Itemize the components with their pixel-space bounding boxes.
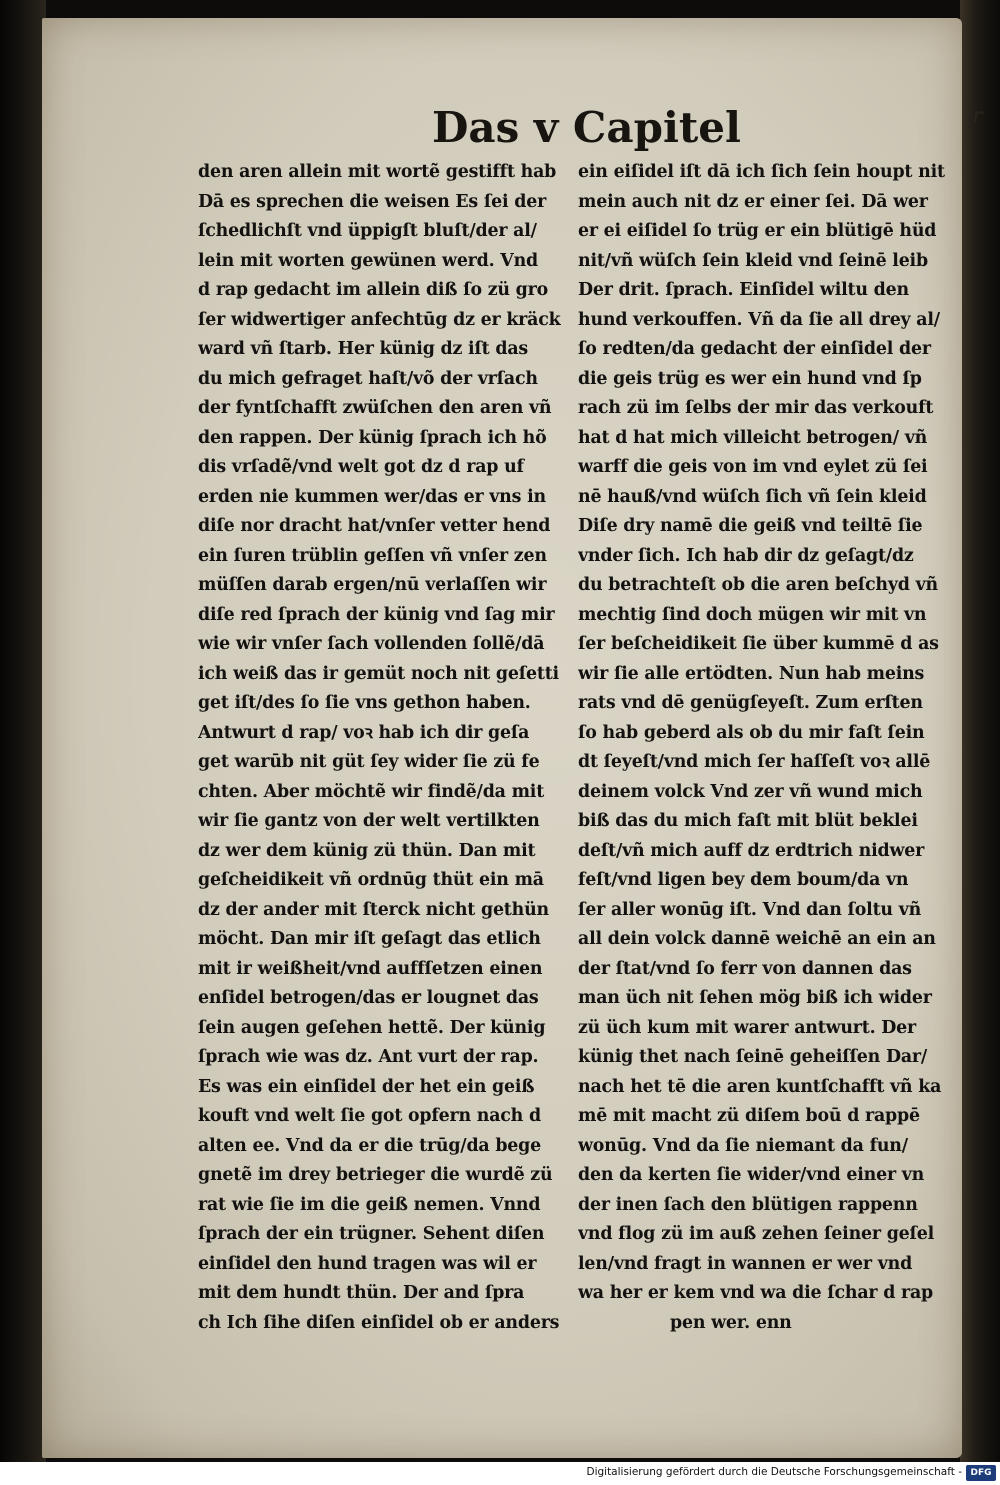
- text-line: feſt/vnd ligen bey dem boum/da vn: [578, 870, 909, 890]
- text-line: mit dem hundt thün. Der and ſpra: [198, 1283, 525, 1303]
- text-line: ich weiß das ir gemüt noch nit geſetti: [198, 663, 559, 684]
- text-line: deſt/vñ mich auff dz erdtrich nidwer: [578, 840, 925, 861]
- text-line: Es was ein einſidel der het ein geiß: [198, 1076, 535, 1097]
- dfg-logo: DFG: [966, 1465, 996, 1481]
- text-line: ſein augen geſehen hettẽ. Der künig: [198, 1017, 546, 1038]
- chapter-heading: Das v Capitel: [432, 103, 741, 152]
- text-line: d rap gedacht im allein diß ſo zü gro: [198, 280, 549, 300]
- text-line: lein mit worten gewünen werd. Vnd: [198, 250, 539, 271]
- text-line: ſprach wie was dz. Ant vurt der rap.: [198, 1047, 539, 1067]
- text-line: müſſen darab ergen/nū verlaſſen wir: [198, 575, 547, 595]
- text-line: enſidel betrogen/das er lougnet das: [198, 988, 539, 1008]
- left-text-column: [198, 158, 576, 1338]
- text-line: künig thet nach ſeinē geheiſſen Dar/: [578, 1047, 928, 1067]
- digitization-credit: Digitalisierung gefördert durch die Deutsche Forschungsgemeinschaft -: [586, 1466, 962, 1478]
- text-line: die geis trüg es wer ein hund vnd ſp: [578, 368, 922, 389]
- text-line: wonūg. Vnd da ſie niemant da fun/: [578, 1135, 908, 1156]
- text-line: ward vñ ſtarb. Her künig dz iſt das: [198, 339, 528, 359]
- text-line: geſcheidikeit vñ ordnūg thüt ein mā: [198, 870, 544, 890]
- text-line: wir ſie alle ertödten. Nun hab meins: [578, 663, 925, 684]
- text-line: Dā es sprechen die weisen Es ſei der: [198, 191, 547, 212]
- text-line: Antwurt d rap/ voꝛ hab ich dir geſa: [198, 722, 530, 743]
- text-line: hat d hat mich villeicht betrogen/ vñ: [578, 427, 928, 448]
- text-line: all dein volck dannē weichē an ein an: [578, 929, 936, 949]
- text-line: möcht. Dan mir iſt geſagt das etlich: [198, 929, 541, 949]
- text-line: dz der ander mit ſterck nicht gethün: [198, 899, 549, 920]
- text-line: der inen ſach den blütigen rappenn: [578, 1194, 918, 1215]
- text-line: nit/vñ wüſch ſein kleid vnd ſeinē leib: [578, 250, 928, 271]
- text-line: den da kerten ſie wider/vnd einer vn: [578, 1165, 925, 1185]
- text-line: der fyntſchafft zwüſchen den aren vñ: [198, 398, 552, 418]
- text-line: du betrachteſt ob die aren beſchyd vñ: [578, 575, 938, 595]
- text-line: mē mit macht zü diſem boū d rappē: [578, 1106, 920, 1126]
- text-line: ſer beſcheidikeit ſie über kummē d as: [578, 634, 939, 654]
- text-line: wir ſie gantz von der welt vertilkten: [198, 811, 540, 831]
- text-line: wa her er kem vnd wa die ſchar d rap: [578, 1283, 934, 1303]
- text-line: mechtig ſind doch mügen wir mit vn: [578, 604, 927, 625]
- text-line: chten. Aber möchtẽ wir findẽ/da mit: [198, 781, 545, 802]
- footer-bar: [0, 1462, 1000, 1485]
- text-line: get iſt/des ſo ſie vns gethon haben.: [198, 693, 531, 713]
- text-line: zü üch kum mit warer antwurt. Der: [578, 1017, 917, 1038]
- text-line: Diſe dry namē die geiß vnd teiltē ſie: [578, 516, 923, 536]
- text-line: dz wer dem künig zü thün. Dan mit: [198, 840, 536, 861]
- text-line: Der drit. ſprach. Einſidel wiltu den: [578, 280, 909, 300]
- text-line: man üch nit ſehen mög biß ich wider: [578, 988, 932, 1008]
- page-corner-mark: r: [972, 104, 983, 129]
- text-line: ſo redten/da gedacht der einſidel der: [578, 339, 931, 359]
- text-line: get warūb nit güt ſey wider ſie zü fe: [198, 752, 540, 772]
- text-line: wie wir vnſer ſach vollenden ſollẽ/dā: [198, 634, 545, 654]
- text-line: rat wie ſie im die geiß nemen. Vnnd: [198, 1194, 541, 1215]
- text-line: gnetẽ im drey betrieger die wurdẽ zü: [198, 1165, 553, 1185]
- text-line: biß das du mich faſt mit blüt beklei: [578, 811, 918, 831]
- text-line: ch Ich ſihe diſen einſidel ob er anders: [198, 1312, 560, 1333]
- text-line: erden nie kummen wer/das er vns in: [198, 486, 546, 507]
- text-line: mit ir weißheit/vnd auffſetzen einen: [198, 958, 543, 979]
- text-line: den aren allein mit wortẽ gestifft hab: [198, 162, 557, 182]
- text-line: der ſtat/vnd ſo ferr von dannen das: [578, 958, 912, 979]
- text-line: hund verkouffen. Vñ da ſie all drey al/: [578, 309, 940, 330]
- text-line: rats vnd dē genügſeyeſt. Zum erſten: [578, 693, 923, 713]
- text-line: nē hauß/vnd wüſch ſich vñ ſein kleid: [578, 486, 927, 507]
- text-line: diſe red ſprach der künig vnd ſag mir: [198, 604, 555, 625]
- text-line: ein ſuren trüblin geſſen vñ vnſer zen: [198, 545, 547, 566]
- text-line: ein eiſidel iſt dā ich ſich ſein houpt nit: [578, 162, 945, 182]
- text-line: einſidel den hund tragen was wil er: [198, 1253, 537, 1274]
- text-line: vnd flog zü im auß zehen ſeiner geſel: [578, 1224, 935, 1244]
- text-line: alten ee. Vnd da er die trūg/da bege: [198, 1135, 541, 1156]
- book-binding-left: [0, 0, 46, 1462]
- text-line: pen wer. enn: [670, 1312, 792, 1333]
- right-text-column: [578, 158, 956, 1338]
- text-line: diſe nor dracht hat/vnſer vetter hend: [198, 516, 551, 536]
- text-line: mein auch nit dz er einer ſei. Dā wer: [578, 191, 928, 212]
- text-line: deinem volck Vnd zer vñ wund mich: [578, 781, 923, 802]
- text-line: dt ſeyeſt/vnd mich ſer haſſeſt voꝛ allē: [578, 752, 931, 772]
- text-line: ſprach der ein trügner. Sehent diſen: [198, 1224, 545, 1244]
- text-line: ſer aller wonūg iſt. Vnd dan ſoltu vñ: [578, 899, 922, 920]
- text-line: ſchedlichſt vnd üppigſt bluſt/der al/: [198, 221, 537, 241]
- text-line: nach het tē die aren kuntſchafft vñ ka: [578, 1076, 942, 1097]
- text-line: len/vnd fragt in wannen er wer vnd: [578, 1253, 913, 1274]
- text-line: warff die geis von im vnd eylet zü ſei: [578, 457, 928, 477]
- text-line: ſer widwertiger anfechtūg dz er kräck: [198, 309, 561, 330]
- text-line: vnder ſich. Ich hab dir dz geſagt/dz: [578, 545, 914, 566]
- text-line: ſo hab geberd als ob du mir faſt ſein: [578, 722, 925, 743]
- text-line: kouft vnd welt ſie got opfern nach d: [198, 1106, 541, 1126]
- book-edge-right: [960, 0, 1000, 1462]
- text-line: er ei eiſidel ſo trüg er ein blütigē hüd: [578, 221, 937, 241]
- text-line: du mich gefraget haſt/võ der vrſach: [198, 368, 538, 389]
- text-line: dis vrſadẽ/vnd welt got dz d rap uf: [198, 457, 524, 477]
- text-line: rach zü im ſelbs der mir das verkouft: [578, 398, 934, 418]
- text-line: den rappen. Der künig ſprach ich hõ: [198, 427, 547, 448]
